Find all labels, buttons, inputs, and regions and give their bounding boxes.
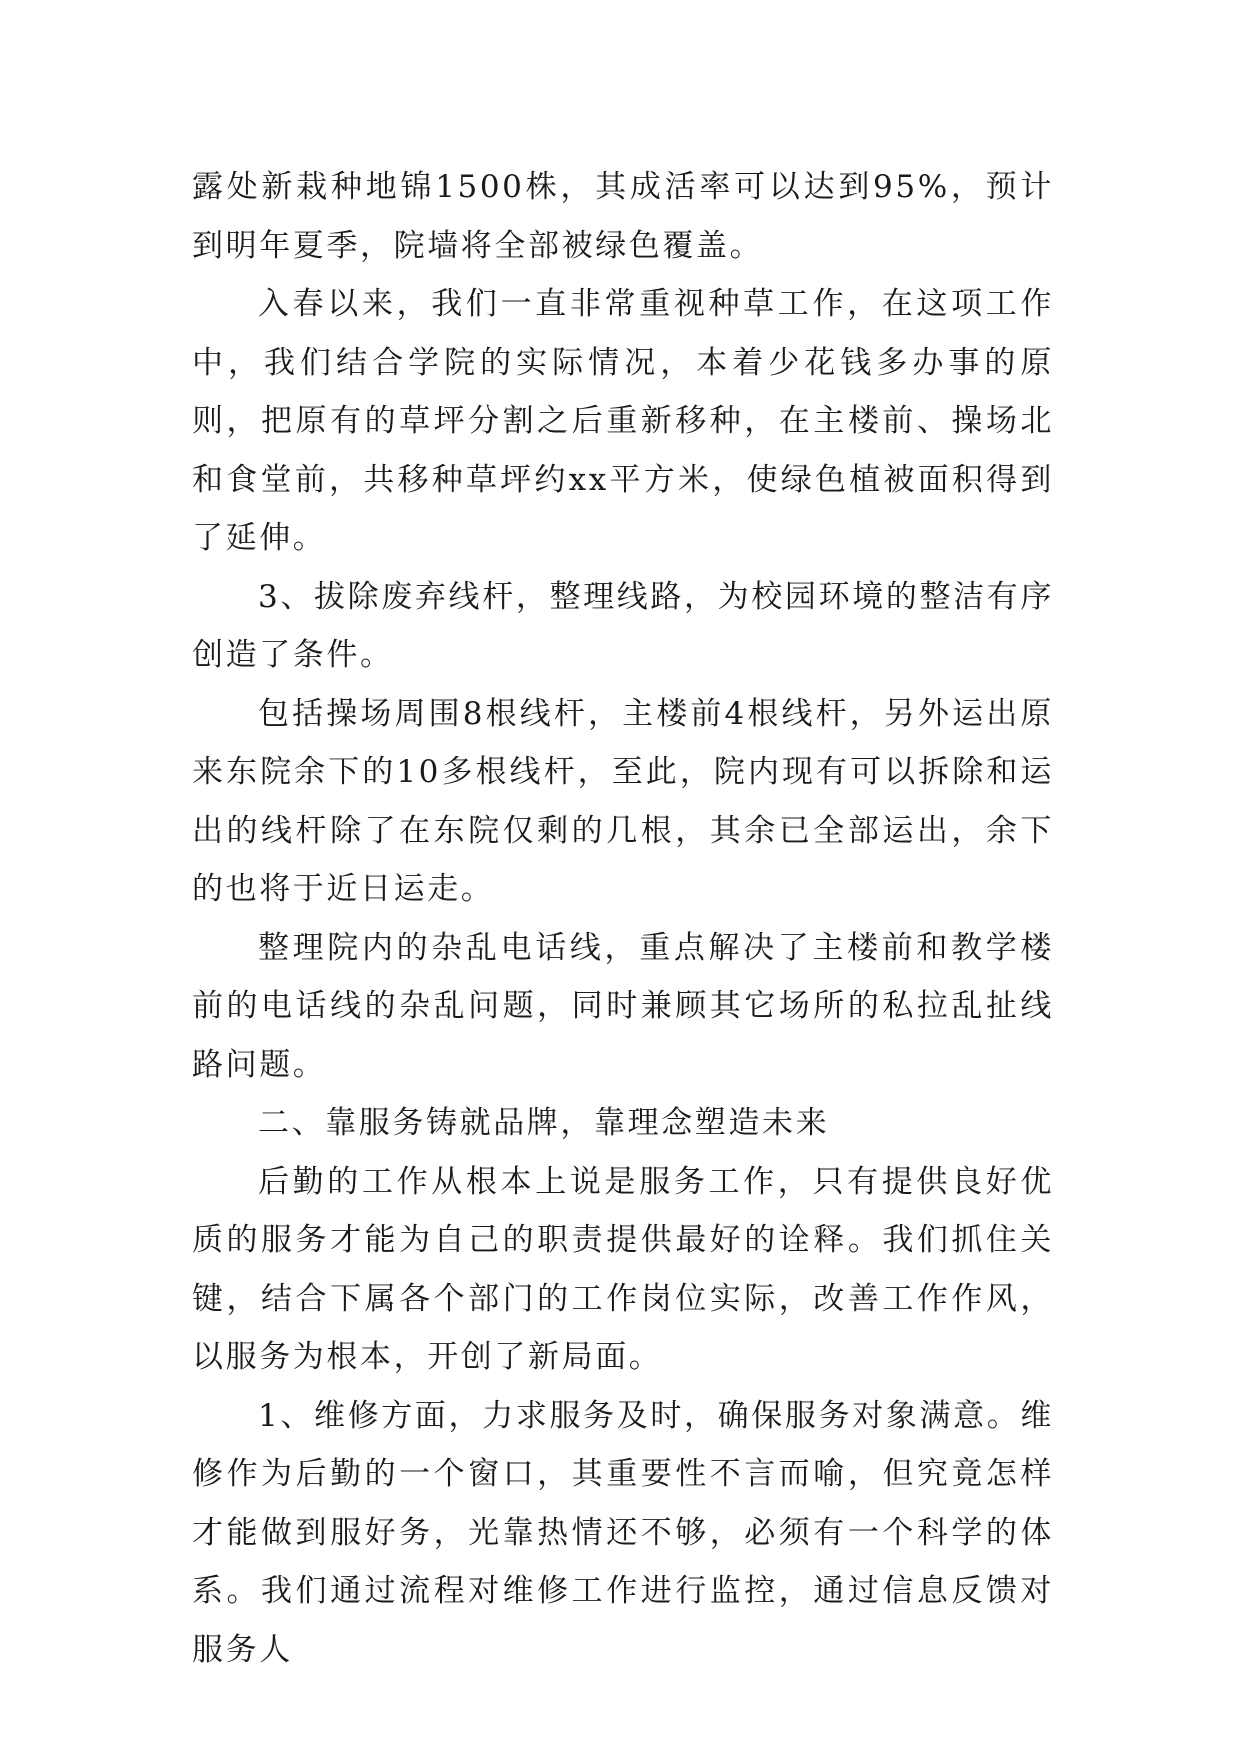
document-body <box>192 158 1054 1679</box>
paragraph-6: 后勤的工作从根本上说是服务工作，只有提供良好优质的服务才能为自己的职责提供最好的诠释。我们抓住关键，结合下属各个部门的工作岗位实际，改善工作作风，以服务为根本，开创了新局面。 <box>192 1163 1054 1375</box>
section-heading: 二、靠服务铸就品牌，靠理念塑造未来 <box>258 1105 830 1141</box>
paragraph-5: 整理院内的杂乱电话线，重点解决了主楼前和教学楼前的电话线的杂乱问题，同时兼顾其它场所的私拉乱扯线路问题。 <box>192 929 1054 1083</box>
paragraph-7: 1、维修方面，力求服务及时，确保服务对象满意。维修作为后勤的一个窗口，其重要性不言而喻，但究竟怎样才能做到服好务，光靠热情还不够，必须有一个科学的体系。我们通过流程对维修工作进行监控，通过信息反馈对服务人 <box>192 1397 1054 1668</box>
paragraph-2: 入春以来，我们一直非常重视种草工作，在这项工作中，我们结合学院的实际情况，本着少花钱多办事的原则，把原有的草坪分割之后重新移种，在主楼前、操场北和食堂前，共移种草坪约xx平方米，使绿色植被面积得到了延伸。 <box>192 286 1054 556</box>
paragraph-1: 露处新栽种地锦1500株，其成活率可以达到95%，预计到明年夏季，院墙将全部被绿色覆盖。 <box>192 169 1054 264</box>
paragraph-4: 包括操场周围8根线杆，主楼前4根线杆，另外运出原来东院余下的10多根线杆，至此，院内现有可以拆除和运出的线杆除了在东院仅剩的几根，其余已全部运出，余下的也将于近日运走。 <box>192 695 1054 907</box>
paragraph-3: 3、拔除废弃线杆，整理线路，为校园环境的整洁有序创造了条件。 <box>192 578 1054 673</box>
